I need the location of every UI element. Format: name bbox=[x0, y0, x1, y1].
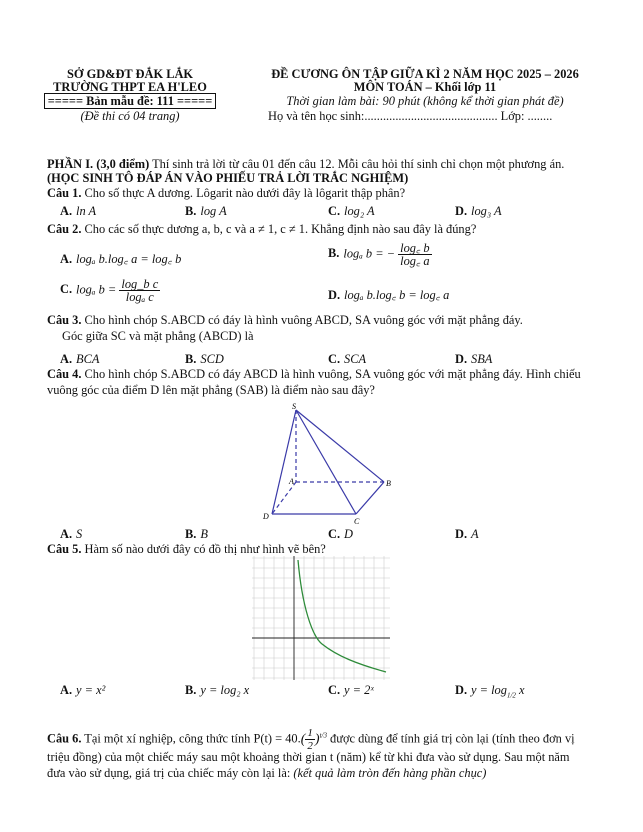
q4-option-b[interactable]: B. B bbox=[185, 527, 208, 541]
question-1-text: Cho số thực A dương. Lôgarit nào dưới đây là lôgarit thập phân? bbox=[81, 186, 406, 200]
q5-option-d[interactable]: D. $y = \log_{1/2} x$ bbox=[455, 683, 525, 700]
vertex-a-label: A bbox=[289, 477, 294, 486]
vertex-s-label: S bbox=[292, 402, 296, 411]
question-4-label: Câu 4. bbox=[47, 367, 82, 381]
q2-option-d[interactable]: D. logₐ b.log꜀ b = log꜀ a bbox=[328, 288, 450, 302]
question-3 bbox=[47, 313, 607, 328]
q4-option-a[interactable]: A. S bbox=[60, 527, 83, 541]
q2-option-c[interactable]: C. logₐ b = $\frac{\text{log\_b c}}{\text{logₐ c}}$ bbox=[60, 277, 159, 304]
question-3-text: Cho hình chóp S.ABCD có đáy là hình vuông ABCD, SA vuông góc với mặt phẳng đáy. bbox=[81, 313, 523, 327]
question-1-label: Câu 1. bbox=[47, 186, 82, 200]
edge-sc bbox=[296, 410, 356, 514]
section-instruction-text: Thí sinh trả lời từ câu 01 đến câu 12. Mỗi câu hỏi thí sinh chỉ chọn một phương án. bbox=[149, 157, 565, 171]
q1-option-a[interactable]: A. ln A bbox=[60, 204, 97, 218]
department-name: SỞ GD&ĐT ĐẮK LẮK bbox=[66, 67, 194, 81]
question-6-text-3: đưa vào sử dụng, giá trị của chiếc máy còn lại là: (kết quả làm tròn đến hàng phần chục) bbox=[47, 766, 487, 780]
exam-code bbox=[36, 95, 224, 108]
vertex-b-label: B bbox=[386, 479, 391, 488]
q2-option-c-fraction: $\frac{\text{log\_b c}}{\text{logₐ c}}$ bbox=[121, 277, 159, 304]
pyramid-figure bbox=[258, 402, 398, 528]
q3-option-c[interactable]: C. SCA bbox=[328, 352, 367, 366]
question-4-text-2: vuông góc của điểm D lên mặt phẳng (SAB) là điểm nào sau đây? bbox=[47, 383, 375, 397]
q5-option-a[interactable]: A. y = x² bbox=[60, 683, 106, 697]
page-count: (Đề thi có 04 trang) bbox=[80, 109, 180, 123]
q3-option-a[interactable]: A. BCA bbox=[60, 352, 100, 366]
question-4 bbox=[47, 367, 607, 382]
section-note: (HỌC SINH TÔ ĐÁP ÁN VÀO PHIẾU TRẢ LỜI TRẮC NGHIỆM) bbox=[47, 171, 409, 185]
exam-duration: Thời gian làm bài: 90 phút (không kể thời gian phát đề) bbox=[286, 94, 564, 108]
question-5-text: Hàm số nào dưới đây có đồ thị như hình vẽ bên? bbox=[81, 542, 326, 556]
vertex-c-label: C bbox=[354, 517, 360, 526]
school-name: TRƯỜNG THPT EA H'LEO bbox=[53, 80, 207, 94]
question-5 bbox=[47, 542, 607, 557]
vertex-d-label: D bbox=[263, 512, 269, 521]
question-6 bbox=[47, 726, 607, 752]
question-6-text-pre: Tại một xí nghiệp, công thức tính P(t) = 40. bbox=[81, 731, 301, 746]
graph-grid bbox=[252, 556, 390, 680]
section-title: PHẦN I. (3,0 điểm) bbox=[47, 157, 150, 171]
edge-sb bbox=[296, 410, 384, 482]
formula-fraction: ( $\frac{1}{2}$ )$^{t/3}$ bbox=[300, 726, 327, 752]
question-2 bbox=[47, 222, 607, 237]
exam-title: ĐỀ CƯƠNG ÔN TẬP GIỮA KÌ 2 NĂM HỌC 2025 – 2026 bbox=[271, 67, 579, 81]
question-6-text-post: được dùng để tính giá trị còn lại (tính theo đơn vị bbox=[326, 731, 575, 746]
q2-option-b[interactable]: B. logₐ b = − $\frac{\log꜀ b}{\log꜀ a}$ bbox=[328, 241, 430, 268]
q2-option-b-fraction: $\frac{\log꜀ b}{\log꜀ a}$ bbox=[400, 241, 430, 268]
rounding-note: (kết quả làm tròn đến hàng phần chục) bbox=[293, 766, 487, 780]
log-graph-figure bbox=[252, 556, 390, 680]
question-1 bbox=[47, 186, 607, 201]
q4-option-c[interactable]: C. D bbox=[328, 527, 353, 541]
log-base: 1/2 bbox=[506, 691, 516, 700]
q3-option-b[interactable]: B. SCD bbox=[185, 352, 224, 366]
question-2-text: Cho các số thực dương a, b, c và a ≠ 1, c ≠ 1. Khẳng định nào sau đây là đúng? bbox=[81, 222, 477, 236]
question-3-text-2: Góc giữa SC và mặt phẳng (ABCD) là bbox=[62, 329, 254, 343]
question-3-label: Câu 3. bbox=[47, 313, 82, 327]
question-6-label: Câu 6. bbox=[47, 731, 82, 746]
question-5-label: Câu 5. bbox=[47, 542, 82, 556]
edge-sd bbox=[272, 410, 296, 514]
question-6-text-2: triệu đồng) của một chiếc máy sau một khoảng thời gian t (năm) kể từ khi đưa vào sử dụng. Sau một năm bbox=[47, 750, 570, 764]
question-2-label: Câu 2. bbox=[47, 222, 82, 236]
subject-grade: MÔN TOÁN – Khối lớp 11 bbox=[353, 80, 497, 94]
q1-option-b[interactable]: B. log A bbox=[185, 204, 227, 218]
q5-option-c[interactable]: C. y = 2ˣ bbox=[328, 683, 374, 697]
student-info-line: Họ và tên học sinh:........................................... Lớp: ........ bbox=[268, 109, 553, 123]
q1-option-d[interactable]: D. log₃ A bbox=[455, 204, 502, 218]
question-4-text: Cho hình chóp S.ABCD có đáy ABCD là hình vuông, SA vuông góc với mặt phẳng đáy. Hình chiếu bbox=[81, 367, 581, 381]
log-curve bbox=[298, 560, 386, 672]
exam-code-box: ===== Bản mẫu đề: 111 ===== bbox=[44, 93, 217, 109]
q2-option-a[interactable]: A. logₐ b.log꜀ a = log꜀ b bbox=[60, 252, 182, 266]
q4-option-d[interactable]: D. A bbox=[455, 527, 479, 541]
edge-cb bbox=[356, 482, 384, 514]
section-instruction bbox=[47, 157, 607, 172]
q5-option-b[interactable]: B. y = log₂ x bbox=[185, 683, 250, 697]
q3-option-d[interactable]: D. SBA bbox=[455, 352, 493, 366]
q1-option-c[interactable]: C. log₂ A bbox=[328, 204, 375, 218]
